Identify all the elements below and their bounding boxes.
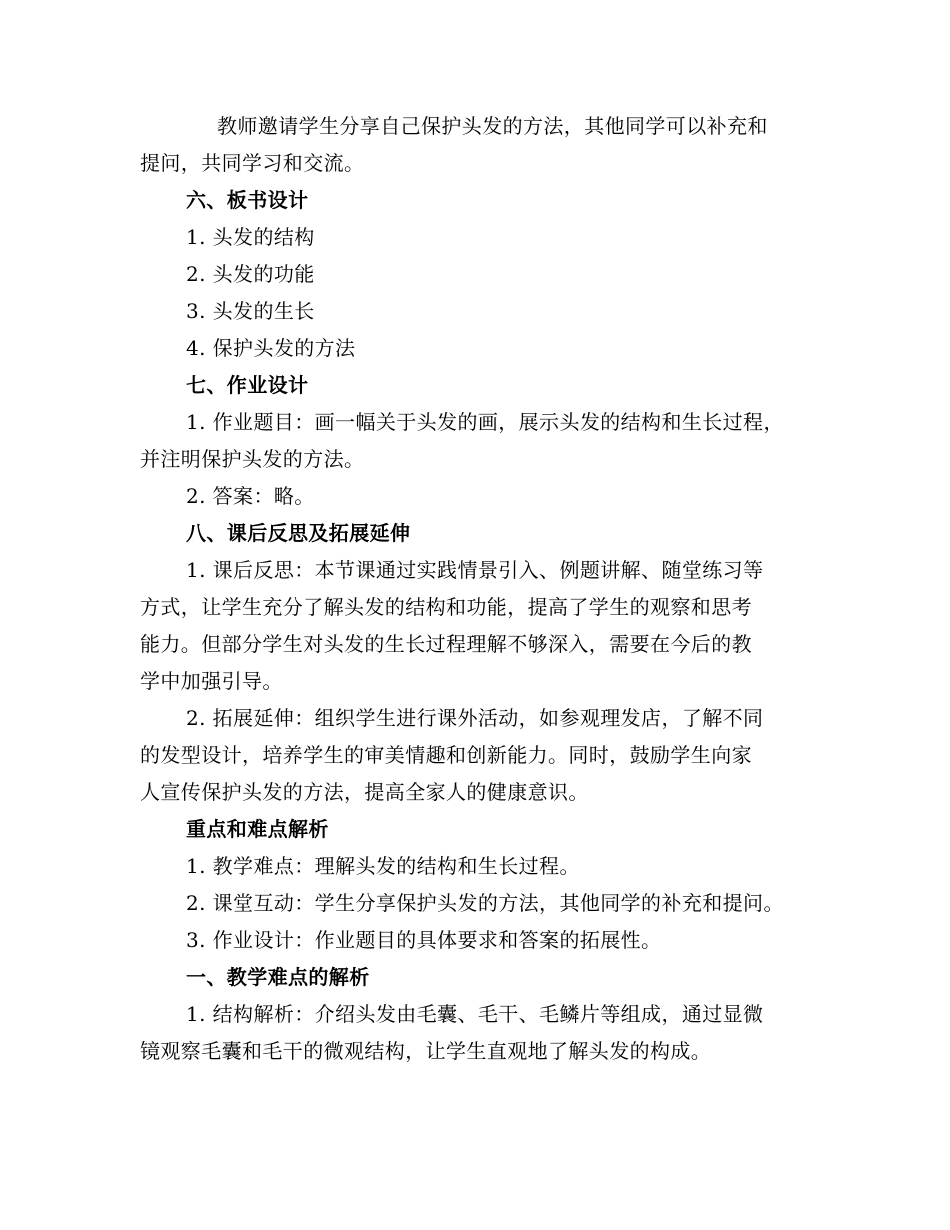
list-item: 3. 作业设计：作业题目的具体要求和答案的拓展性。 [186,928,662,952]
paragraph-line: 提问，共同学习和交流。 [140,151,365,175]
paragraph-line: 方式，让学生充分了解头发的结构和功能，提高了学生的观察和思考 [140,595,752,619]
paragraph-line: 能力。但部分学生对头发的生长过程理解不够深入，需要在今后的教 [140,632,752,656]
paragraph-line: 人宣传保护头发的方法，提高全家人的健康意识。 [140,780,589,804]
list-item: 2. 答案：略。 [186,484,315,508]
list-item: 2. 课堂互动：学生分享保护头发的方法，其他同学的补充和提问。 [186,891,784,915]
list-item: 4. 保护头发的方法 [186,336,356,360]
list-item: 2. 头发的功能 [186,262,315,286]
list-item: 1. 课后反思：本节课通过实践情景引入、例题讲解、随堂练习等 [186,558,764,582]
list-item: 1. 头发的结构 [186,225,315,249]
list-item: 3. 头发的生长 [186,299,315,323]
paragraph-line: 教师邀请学生分享自己保护头发的方法，其他同学可以补充和 [217,114,768,138]
list-item: 1. 结构解析：介绍头发由毛囊、毛干、毛鳞片等组成，通过显微 [186,1002,764,1026]
list-item: 1. 作业题目：画一幅关于头发的画，展示头发的结构和生长过程， [186,410,784,434]
paragraph-line: 的发型设计，培养学生的审美情趣和创新能力。同时，鼓励学生向家 [140,743,752,767]
list-item: 2. 拓展延伸：组织学生进行课外活动，如参观理发店，了解不同 [186,706,764,730]
section-heading-reflection: 八、课后反思及拓展延伸 [186,521,411,545]
section-heading-key-points: 重点和难点解析 [186,817,329,841]
paragraph-line: 镜观察毛囊和毛干的微观结构，让学生直观地了解头发的构成。 [140,1039,712,1063]
paragraph-line: 学中加强引导。 [140,669,283,693]
section-heading-board-design: 六、板书设计 [186,188,309,212]
paragraph-line: 并注明保护头发的方法。 [140,447,365,471]
section-heading-difficulty-analysis: 一、教学难点的解析 [186,965,370,989]
section-heading-homework: 七、作业设计 [186,373,309,397]
list-item: 1. 教学难点：理解头发的结构和生长过程。 [186,854,580,878]
